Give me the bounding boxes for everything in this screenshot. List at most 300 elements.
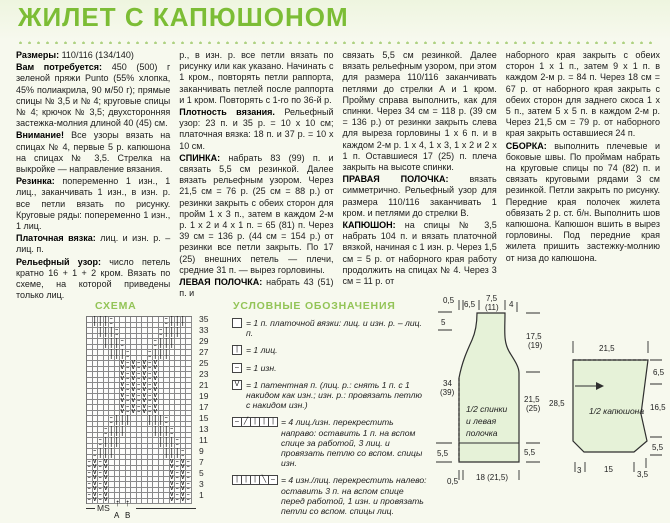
chart-cell: V xyxy=(120,398,124,405)
chart-cell: – xyxy=(181,447,185,454)
chart-cell: | xyxy=(120,427,126,433)
chart-cell: | xyxy=(175,455,181,461)
chart-cell: V xyxy=(153,409,157,416)
chart-cell: V xyxy=(170,469,174,476)
chart-cell: V xyxy=(93,491,97,498)
back-piece-label-3: полочка xyxy=(466,428,498,438)
meas-hood-top: 21,5 xyxy=(599,344,615,353)
chart-row-number: 9 xyxy=(199,446,204,456)
chart-cell: V xyxy=(104,486,108,493)
chart-cell: – xyxy=(159,332,163,339)
back-piece-label-2: и левая xyxy=(466,416,497,426)
chart-cell: | xyxy=(104,444,110,450)
paragraph: Рельефный узор: число петель кратно 16 + 1 + 2 кром. Вязать по схеме, на которой приведены только лиц. xyxy=(16,256,171,301)
chart-cell: – xyxy=(148,392,152,399)
chart-cell: V xyxy=(120,359,124,366)
text-column-3 xyxy=(343,50,497,300)
meas-back-right-1: (19) xyxy=(528,341,543,350)
chart-cell: – xyxy=(120,337,124,344)
chart-cell: | xyxy=(98,328,104,334)
chart-cell: – xyxy=(148,381,152,388)
chart-cell: – xyxy=(186,475,190,482)
paragraph: Платочная вязка: лиц. и изн. р. – лиц. п. xyxy=(16,233,171,255)
paragraph: Внимание! Все узоры вязать на спицах № 4, первые 5 р. капюшона на спицах № 3,5. Стрелка на выкройке — направление вязания. xyxy=(16,130,171,175)
purl-stitch-icon: – xyxy=(232,363,242,373)
dotted-separator xyxy=(16,38,656,44)
chart-cell: V xyxy=(181,475,185,482)
chart-cell: – xyxy=(175,436,179,443)
chart-cell: | xyxy=(164,438,170,444)
chart-cell: – xyxy=(126,348,130,355)
chart-cell: | xyxy=(104,449,110,455)
chart-cell: – xyxy=(104,431,108,438)
chart-cell: – xyxy=(115,326,119,333)
chart-cell: – xyxy=(148,354,152,361)
chart-cell: – xyxy=(98,464,102,471)
chart-cell: | xyxy=(104,438,110,444)
chart-cell: – xyxy=(186,480,190,487)
chart-cell: V xyxy=(170,497,174,504)
knit-stitch-icon: | xyxy=(232,345,242,355)
chart-cell: | xyxy=(175,328,181,334)
chart-cell: | xyxy=(175,323,181,329)
paragraph: Резинка: попеременно 1 изн., 1 лиц., заканчивать 1 изн., в изн. р. все петли вязать по рисунку. Круговые ряды: попеременно 1 изн., 1 лиц. xyxy=(16,176,171,232)
chart-cell: | xyxy=(104,345,110,351)
paragraph: ПРАВАЯ ПОЛОЧКА: вязать симметрично. Рельефный узор для размера 110/116 заканчивать 1 кром. и петлями до стрелки В. xyxy=(342,174,497,218)
chart-cell: V xyxy=(131,392,135,399)
chart-cell: – xyxy=(175,458,179,465)
chart-cell: | xyxy=(109,433,115,439)
chart-cell: | xyxy=(159,427,165,433)
patent-stitch-icon: V xyxy=(232,380,242,390)
chart-row-number: 7 xyxy=(199,457,204,467)
chart-cell: | xyxy=(181,323,187,329)
chart-row-number: 29 xyxy=(199,336,209,346)
chart-cell: | xyxy=(164,455,170,461)
paragraph: КАПЮШОН: на спицы № 3,5 набрать 104 п. и вязать платочной вязкой, начиная с 1 изн. р. Через 1,5 см = 5 р. от наборного края работу продолжить на спицах № 4. Через 3 см = 11 р. от xyxy=(342,220,497,287)
chart-cell: V xyxy=(131,381,135,388)
chart-cell: | xyxy=(153,350,159,356)
chart-cell: | xyxy=(115,416,121,422)
chart-cell: – xyxy=(87,464,91,471)
meas-back-left-3: 5,5 xyxy=(437,449,449,458)
chart-cell: | xyxy=(164,350,170,356)
chart-cell: | xyxy=(104,334,110,340)
chart-cell: | xyxy=(120,416,126,422)
paragraph: ЛЕВАЯ ПОЛОЧКА: набрать 43 (51) п. и xyxy=(179,277,334,299)
chart-cell: V xyxy=(142,409,146,416)
chart-row-number: 27 xyxy=(199,347,209,357)
legend-item xyxy=(232,475,428,516)
chart-cell: – xyxy=(109,315,113,322)
chart-cell: | xyxy=(109,345,115,351)
chart-cell: V xyxy=(181,497,185,504)
chart-cell: V xyxy=(131,376,135,383)
meas-hood-bottom-1: 15 xyxy=(604,465,613,474)
arrow-a-icon: ↑ xyxy=(115,498,120,509)
chart-cell: V xyxy=(131,365,135,372)
chart-cell: | xyxy=(153,422,159,428)
meas-back-right-4: 5,5 xyxy=(524,448,536,457)
meas-back-top-1: 6,5 xyxy=(464,300,476,309)
chart-cell: – xyxy=(175,486,179,493)
chart-cell: | xyxy=(109,427,115,433)
knitting-chart xyxy=(86,316,192,504)
arrow-b-label: B xyxy=(125,511,131,520)
meas-hood-bottom-2: 3,5 xyxy=(637,470,649,479)
chart-cell: V xyxy=(170,491,174,498)
chart-cell: – xyxy=(98,497,102,504)
chart-cell: | xyxy=(104,339,110,345)
chart-cell: V xyxy=(93,464,97,471)
chart-cell: | xyxy=(170,334,176,340)
chart-cell: V xyxy=(153,403,157,410)
chart-cell: | xyxy=(109,350,115,356)
chart-cell: V xyxy=(170,464,174,471)
chart-cell: | xyxy=(148,422,154,428)
legend-item-text: = 1 лиц. xyxy=(246,345,278,356)
chart-cell: | xyxy=(115,433,121,439)
chart-row-number: 25 xyxy=(199,358,209,368)
chart-cell: – xyxy=(175,464,179,471)
chart-cell: – xyxy=(137,365,141,372)
chart-cell: | xyxy=(164,339,170,345)
chart-cell: V xyxy=(153,387,157,394)
chart-cell: – xyxy=(126,387,130,394)
chart-cell: – xyxy=(148,365,152,372)
chart-cell: – xyxy=(148,403,152,410)
chart-cell: – xyxy=(186,458,190,465)
chart-cell: V xyxy=(120,392,124,399)
chart-row-number: 11 xyxy=(199,435,208,445)
paragraph: СБОРКА: выполнить плечевые и боковые швы. По проймам набрать на круговые спицы по 74 (82) п. и связать круговыми рядами 3 см резинкой. Петли закрыть по рисунку. Передние края полочек жилета обвязать 2 р. ст. б/н. Выполнить шов капюшона. Капюшон вшить в вырез горловины. Под передние края жилета пришить застежку-молнию от низа до капюшона. xyxy=(505,140,660,263)
chart-cell: V xyxy=(153,381,157,388)
chart-cell: – xyxy=(164,321,168,328)
chart-cell: – xyxy=(137,403,141,410)
chart-cell: | xyxy=(98,317,104,323)
chart-cell: – xyxy=(186,491,190,498)
chart-cell: – xyxy=(87,475,91,482)
chart-cell: – xyxy=(148,370,152,377)
chart-cell: | xyxy=(175,449,181,455)
chart-cell: – xyxy=(164,420,168,427)
chart-row-number: 3 xyxy=(199,479,204,489)
paragraph: р., в изн. р. все петли вязать по рисунку или как указано. Начинать с 1 кром., повторять петли раппорта, заканчивать петлей после раппорта и 1 кром. Повторять с 1-го по 36-й р. xyxy=(179,50,334,105)
arrow-b-icon: ↑ xyxy=(125,498,130,509)
chart-row-number: 17 xyxy=(199,402,209,412)
chart-cell: | xyxy=(115,438,121,444)
chart-cell: | xyxy=(115,444,121,450)
chart-cell: | xyxy=(170,345,176,351)
chart-cell: V xyxy=(170,475,174,482)
chart-cell: | xyxy=(175,334,181,340)
chart-cell: – xyxy=(148,376,152,383)
meas-back-left-2: (39) xyxy=(440,388,455,397)
chart-cell: – xyxy=(98,480,102,487)
chart-cell: – xyxy=(120,343,124,350)
back-piece-shape xyxy=(459,313,519,462)
chart-cell: | xyxy=(115,422,121,428)
chart-cell: – xyxy=(98,486,102,493)
chart-cell: | xyxy=(109,334,115,340)
chart-cell: – xyxy=(87,480,91,487)
chart-cell: | xyxy=(148,416,154,422)
chart-cell: | xyxy=(115,427,121,433)
chart-cell: V xyxy=(131,403,135,410)
meas-back-bottom-1: 18 (21,5) xyxy=(476,473,509,482)
chart-cell: V xyxy=(131,359,135,366)
chart-row-number: 35 xyxy=(199,314,209,324)
hood-piece-label: 1/2 капюшона xyxy=(589,406,645,416)
garter-stitch-icon xyxy=(232,318,242,328)
chart-cell: V xyxy=(120,403,124,410)
chart-cell: V xyxy=(104,458,108,465)
chart-cell: V xyxy=(93,480,97,487)
chart-cell: – xyxy=(137,398,141,405)
chart-cell: | xyxy=(170,444,176,450)
chart-cell: | xyxy=(104,328,110,334)
chart-cell: – xyxy=(126,359,130,366)
chart-cell: – xyxy=(126,354,130,361)
chart-cell: | xyxy=(181,317,187,323)
meas-back-left-0: 5 xyxy=(441,318,446,327)
chart-cell: – xyxy=(175,469,179,476)
chart-row-number: 33 xyxy=(199,325,209,335)
chart-cell: – xyxy=(87,491,91,498)
chart-cell: – xyxy=(126,376,130,383)
chart-cell: – xyxy=(164,414,168,421)
chart-cell: V xyxy=(170,458,174,465)
chart-cell: V xyxy=(104,480,108,487)
chart-cell: V xyxy=(153,370,157,377)
chart-cell: V xyxy=(153,376,157,383)
chart-cell: – xyxy=(164,315,168,322)
chart-row-number: 21 xyxy=(199,380,209,390)
chart-cell: | xyxy=(120,433,126,439)
chart-cell: | xyxy=(98,449,104,455)
chart-cell: V xyxy=(120,370,124,377)
chart-cell: – xyxy=(153,343,157,350)
chart-cell: V xyxy=(93,475,97,482)
meas-back-left-1: 34 xyxy=(443,379,452,388)
chart-cell: – xyxy=(93,447,97,454)
chart-cell: V xyxy=(131,398,135,405)
chart-cell: V xyxy=(153,359,157,366)
meas-back-right-0: 17,5 xyxy=(526,332,542,341)
chart-cell: – xyxy=(137,376,141,383)
chart-cell: | xyxy=(164,345,170,351)
chart-cell: | xyxy=(170,339,176,345)
chart-cell: – xyxy=(126,403,130,410)
chart-cell: V xyxy=(104,469,108,476)
paragraph: Вам потребуется: 450 (500) г зеленой пряжи Punto (55% хлопка, 45% полиакрила, 90 м/50 г); прямые спицы № 3,5 и № 4; круговые спицы № 4; крючок № 3,5; двухсторонняя застежка-молния длиной 40 (45) см. xyxy=(16,62,171,129)
pattern-text-columns xyxy=(16,50,660,300)
chart-cell: | xyxy=(159,339,165,345)
chart-cell: – xyxy=(186,497,190,504)
chart-cell: – xyxy=(148,348,152,355)
chart-cell: – xyxy=(148,409,152,416)
legend-item-text: = 1 п. платочной вязки: лиц. и изн. р. – лиц. п. xyxy=(246,318,422,339)
chart-cell: | xyxy=(120,422,126,428)
chart-row-numbers xyxy=(199,314,217,506)
chart-cell: | xyxy=(153,433,159,439)
chart-cell: – xyxy=(104,425,108,432)
chart-cell: – xyxy=(109,420,113,427)
chart-cell: – xyxy=(137,392,141,399)
chart-cell: – xyxy=(87,458,91,465)
chart-cell: | xyxy=(170,438,176,444)
chart-cell: V xyxy=(142,381,146,388)
chart-cell: V xyxy=(131,409,135,416)
chart-cell: V xyxy=(104,491,108,498)
chart-cell: | xyxy=(159,444,165,450)
chart-row-number: 19 xyxy=(199,391,209,401)
chart-cell: V xyxy=(93,458,97,465)
chart-cell: V xyxy=(131,370,135,377)
chart-cell: V xyxy=(181,486,185,493)
chart-cell: | xyxy=(170,317,176,323)
chart-cell: – xyxy=(126,381,130,388)
chart-cell: | xyxy=(126,416,132,422)
chart-cell: | xyxy=(153,427,159,433)
chart-heading: СХЕМА xyxy=(95,300,137,312)
meas-back-bottom-0: 0,5 xyxy=(447,477,459,486)
meas-back-top-4: 4 xyxy=(509,300,514,309)
chart-cell: V xyxy=(181,458,185,465)
chart-cell: – xyxy=(175,480,179,487)
meas-hood-left: 28,5 xyxy=(549,399,565,408)
chart-cell: – xyxy=(98,469,102,476)
chart-cell: – xyxy=(137,359,141,366)
chart-cell: | xyxy=(159,416,165,422)
chart-cell: V xyxy=(142,398,146,405)
chart-cell: V xyxy=(142,370,146,377)
chart-cell: | xyxy=(109,438,115,444)
chart-cell: V xyxy=(153,398,157,405)
paragraph: Плотность вязания. Рельефный узор: 23 п. и 35 р. = 10 х 10 см; платочная вязка: 18 п. и 37 р. = 10 х 10 см. xyxy=(179,107,334,151)
meas-back-right-2: 21,5 xyxy=(524,395,540,404)
chart-cell: | xyxy=(153,356,159,362)
chart-cell: | xyxy=(93,317,99,323)
chart-cell: – xyxy=(148,398,152,405)
chart-cell: | xyxy=(109,339,115,345)
chart-cell: V xyxy=(93,497,97,504)
rapport-line-right xyxy=(136,508,196,509)
chart-cell: | xyxy=(159,422,165,428)
legend-item xyxy=(232,345,428,355)
chart-row-number: 5 xyxy=(199,468,204,478)
chart-cell: | xyxy=(159,356,165,362)
chart-cell: – xyxy=(126,365,130,372)
meas-back-top-0: 0,5 xyxy=(443,296,455,305)
text-column-4 xyxy=(506,50,660,300)
chart-row-number: 15 xyxy=(199,413,209,423)
chart-cell: – xyxy=(175,497,179,504)
chart-cell: | xyxy=(164,427,170,433)
rapport-line-left xyxy=(86,508,95,509)
chart-cell: – xyxy=(181,453,185,460)
chart-cell: V xyxy=(120,365,124,372)
chart-cell: V xyxy=(104,475,108,482)
chart-cell: – xyxy=(98,475,102,482)
meas-back-top-3: (11) xyxy=(485,303,499,312)
chart-cell: V xyxy=(142,365,146,372)
chart-cell: – xyxy=(87,486,91,493)
chart-cell: – xyxy=(148,359,152,366)
cable-left-icon: | | | ╲ – xyxy=(232,475,277,485)
paragraph: связать 5,5 см резинкой. Далее вязать рельефным узором, при этом для размера 110/116 заканчивать петлями до стрелки А и 1 кром. Пройму справа выполнить, как для спинки. Через 34 см = 118 р. (39 см = 136 р.) от резинки закрыть слева для выреза горловины 1 х 6 п. и в каждом 2-м р. 1 х 4, 1 х 3, 1 х 2 и 2 х 1 п. Оставшиеся 17 (25) п. плеча закрыть на высоте спинки. xyxy=(342,50,497,173)
chart-cell: V xyxy=(142,376,146,383)
chart-cell: – xyxy=(148,387,152,394)
chart-cell: – xyxy=(170,431,174,438)
meas-back-right-3: (25) xyxy=(526,404,541,413)
chart-cell: V xyxy=(120,387,124,394)
chart-cell: | xyxy=(164,444,170,450)
legend-item xyxy=(232,380,428,411)
chart-cell: – xyxy=(159,326,163,333)
chart-cell: – xyxy=(115,332,119,339)
chart-cell: | xyxy=(104,317,110,323)
chart-cell: V xyxy=(93,486,97,493)
legend-item-text: = 4 изн./лиц. перекрестить налево: оставить 3 п. на вспом спице перед работой, 1 изн. и провязать петли со вспом. спицы лиц. xyxy=(281,475,427,517)
legend-item-text: = 1 патентная п. (лиц. р.: снять 1 п. с 1 накидом как изн.; изн. р.: провязать петлю с накидом изн.) xyxy=(246,379,422,411)
chart-cell: V xyxy=(153,365,157,372)
chart-cell: | xyxy=(164,328,170,334)
schematic-diagrams xyxy=(425,290,670,523)
chart-cell: | xyxy=(175,317,181,323)
chart-cell: V xyxy=(120,376,124,383)
chart-cell: – xyxy=(137,387,141,394)
chart-cell: | xyxy=(109,444,115,450)
chart-cell: V xyxy=(181,491,185,498)
chart-cell: – xyxy=(137,409,141,416)
chart-cell: | xyxy=(109,356,115,362)
chart-cell: | xyxy=(170,455,176,461)
chart-cell: | xyxy=(109,449,115,455)
chart-cell: – xyxy=(175,442,179,449)
chart-cell: | xyxy=(98,323,104,329)
chart-cell: V xyxy=(142,387,146,394)
chart-cell: – xyxy=(153,337,157,344)
chart-cell: | xyxy=(170,323,176,329)
chart-row-number: 1 xyxy=(199,490,204,500)
chart-cell: – xyxy=(93,453,97,460)
legend-list xyxy=(232,318,428,523)
chart-cell: | xyxy=(109,455,115,461)
chart-cell: | xyxy=(159,350,165,356)
chart-cell: – xyxy=(186,469,190,476)
legend-item xyxy=(232,318,428,338)
chart-cell: | xyxy=(104,323,110,329)
chart-cell: | xyxy=(164,449,170,455)
chart-cell: – xyxy=(175,491,179,498)
chart-cell: | xyxy=(170,328,176,334)
meas-hood-right-1: 16,5 xyxy=(650,403,666,412)
chart-cell: | xyxy=(98,334,104,340)
chart-cell: | xyxy=(164,334,170,340)
chart-cell: V xyxy=(120,381,124,388)
chart-cell: V xyxy=(120,409,124,416)
legend-item-text: = 4 лиц./изн. перекрестить направо: оставить 1 п. на вспом спице за работой, 3 лиц. и провязать петлю со вспом. спицы изн. xyxy=(281,417,423,469)
chart-cell: – xyxy=(109,321,113,328)
chart-cell: V xyxy=(131,387,135,394)
chart-cell: | xyxy=(159,345,165,351)
chart-cell: – xyxy=(98,436,102,443)
page-title: ЖИЛЕТ С КАПЮШОНОМ xyxy=(18,2,349,32)
rapport-label: MS xyxy=(97,503,110,513)
paragraph: наборного края закрыть с обеих сторон 1 х 1 п., затем 9 х 1 п. в каждом 2-м р. = 84 п. Через 18 см = 67 р. от наборного края закрыть с обеих сторон для заднего скоса 1 х 5 п., затем 5 х 5 п. в каждом 2-м р. Через 21,5 см = 79 р. от наборного края закрыть оставшиеся 24 п. xyxy=(505,50,660,139)
chart-cell: V xyxy=(142,392,146,399)
